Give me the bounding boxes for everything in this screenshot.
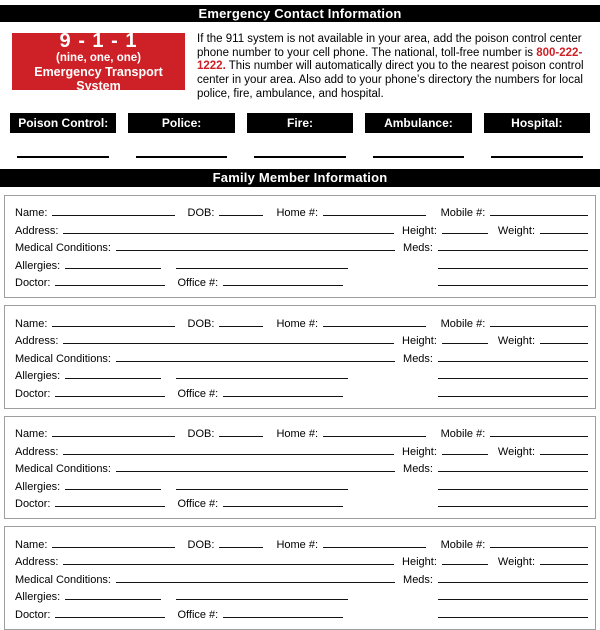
weight-field-line[interactable] xyxy=(540,233,588,234)
doctor-field-label: Doctor: xyxy=(15,277,51,290)
mobile-phone-field-line[interactable] xyxy=(490,326,588,327)
allergies-field-line[interactable] xyxy=(65,489,161,490)
medical-conditions-field-line[interactable] xyxy=(116,361,395,362)
top-section xyxy=(12,29,588,102)
member-block xyxy=(4,526,596,630)
name-field-label: Name: xyxy=(15,207,48,220)
weight-field-line[interactable] xyxy=(540,564,588,565)
contact-blank-line[interactable] xyxy=(128,156,234,158)
member-row-address xyxy=(15,440,588,458)
poison-control-phone-number: 800-222-1222. xyxy=(197,46,583,73)
member-row-doctor xyxy=(15,382,588,400)
member-block xyxy=(4,416,596,520)
home-phone-field-label: Home #: xyxy=(276,207,319,220)
height-field-line[interactable] xyxy=(442,564,488,565)
height-field-label: Height: xyxy=(402,445,437,458)
dob-field-line[interactable] xyxy=(219,326,263,327)
doctor-field-label: Doctor: xyxy=(15,387,51,400)
emergency-contacts-row xyxy=(10,113,590,133)
name-field-label: Name: xyxy=(15,538,48,551)
home-phone-field-label: Home #: xyxy=(276,317,319,330)
member-row-medical xyxy=(15,347,588,365)
home-phone-field-line[interactable] xyxy=(323,326,426,327)
allergies-field-label: Allergies: xyxy=(15,480,61,493)
weight-field-line[interactable] xyxy=(540,454,588,455)
911-caption: Emergency Transport System xyxy=(34,64,163,93)
allergies-field-line[interactable] xyxy=(65,268,161,269)
contact-label-box: Poison Control: xyxy=(10,113,116,133)
name-field-line[interactable] xyxy=(52,326,174,327)
office-phone-field-label: Office #: xyxy=(177,608,219,621)
meds-extra-field-line-2[interactable] xyxy=(438,506,588,507)
allergies-extra-field-line[interactable] xyxy=(176,378,348,379)
contact-blank-line[interactable] xyxy=(247,156,353,158)
doctor-field-line[interactable] xyxy=(55,617,165,618)
member-row-address xyxy=(15,219,588,237)
weight-field-label: Weight: xyxy=(497,445,535,458)
office-phone-field-label: Office #: xyxy=(177,498,219,511)
contact-blank-line[interactable] xyxy=(484,156,590,158)
home-phone-field-line[interactable] xyxy=(323,547,426,548)
member-row-doctor xyxy=(15,272,588,290)
911-pronunciation: (nine, one, one) xyxy=(56,51,141,64)
mobile-phone-field-line[interactable] xyxy=(490,436,588,437)
address-field-line[interactable] xyxy=(63,343,394,344)
allergies-field-line[interactable] xyxy=(65,599,161,600)
member-row-medical xyxy=(15,237,588,255)
emergency-contacts-lines xyxy=(10,156,590,158)
contact-label-box: Fire: xyxy=(247,113,353,133)
section-title-emergency-contact: Emergency Contact Information xyxy=(0,5,600,22)
medical-conditions-field-label: Medical Conditions: xyxy=(15,352,111,365)
emergency-form-page xyxy=(0,5,600,630)
height-field-line[interactable] xyxy=(442,454,488,455)
doctor-field-label: Doctor: xyxy=(15,498,51,511)
member-row-allergies xyxy=(15,254,588,272)
mobile-phone-field-label: Mobile #: xyxy=(440,538,486,551)
office-phone-field-line[interactable] xyxy=(223,617,343,618)
911-number: 9 - 1 - 1 xyxy=(59,29,138,52)
instructions-text-after: This number will automatically direct you to the nearest poison control center in your area. Also add to your phone’s directory the numbers for local police, fire, ambulance, and hospital. xyxy=(197,60,584,100)
member-row-allergies xyxy=(15,365,588,383)
dob-field-label: DOB: xyxy=(187,428,215,441)
name-field-line[interactable] xyxy=(52,547,174,548)
doctor-field-line[interactable] xyxy=(55,506,165,507)
family-members xyxy=(4,195,596,630)
instructions-text-before: If the 911 system is not available in your area, add the poison control center phone number to your cell phone. The national, toll-free number is xyxy=(197,33,582,59)
office-phone-field-line[interactable] xyxy=(223,285,343,286)
address-field-label: Address: xyxy=(15,224,59,237)
meds-field-line[interactable] xyxy=(438,361,588,362)
member-row-name xyxy=(15,423,588,441)
height-field-label: Height: xyxy=(402,224,437,237)
dob-field-label: DOB: xyxy=(187,207,215,220)
height-field-label: Height: xyxy=(402,556,437,569)
meds-extra-field-line-2[interactable] xyxy=(438,396,588,397)
meds-extra-field-line-1[interactable] xyxy=(438,599,588,600)
medical-conditions-field-line[interactable] xyxy=(116,250,395,251)
doctor-field-label: Doctor: xyxy=(15,608,51,621)
meds-extra-field-line-2[interactable] xyxy=(438,285,588,286)
address-field-line[interactable] xyxy=(63,233,394,234)
allergies-field-label: Allergies: xyxy=(15,259,61,272)
medical-conditions-field-label: Medical Conditions: xyxy=(15,573,111,586)
meds-field-line[interactable] xyxy=(438,471,588,472)
911-callout-box xyxy=(12,29,185,93)
medical-conditions-field-label: Medical Conditions: xyxy=(15,242,111,255)
dob-field-label: DOB: xyxy=(187,317,215,330)
meds-field-label: Meds: xyxy=(403,573,433,586)
address-field-label: Address: xyxy=(15,556,59,569)
member-row-name xyxy=(15,312,588,330)
poison-control-instructions xyxy=(197,33,588,102)
meds-field-label: Meds: xyxy=(403,352,433,365)
height-field-line[interactable] xyxy=(442,343,488,344)
member-row-doctor xyxy=(15,603,588,621)
mobile-phone-field-label: Mobile #: xyxy=(440,317,486,330)
medical-conditions-field-line[interactable] xyxy=(116,582,395,583)
home-phone-field-label: Home #: xyxy=(276,428,319,441)
home-phone-field-label: Home #: xyxy=(276,538,319,551)
allergies-extra-field-line[interactable] xyxy=(176,268,348,269)
weight-field-label: Weight: xyxy=(497,224,535,237)
member-row-allergies xyxy=(15,475,588,493)
address-field-label: Address: xyxy=(15,335,59,348)
member-row-address xyxy=(15,551,588,569)
member-row-medical xyxy=(15,568,588,586)
contact-blank-line[interactable] xyxy=(365,156,471,158)
mobile-phone-field-line[interactable] xyxy=(490,547,588,548)
contact-label-box: Hospital: xyxy=(484,113,590,133)
address-field-line[interactable] xyxy=(63,564,394,565)
doctor-field-line[interactable] xyxy=(55,285,165,286)
allergies-field-line[interactable] xyxy=(65,378,161,379)
weight-field-line[interactable] xyxy=(540,343,588,344)
meds-extra-field-line-1[interactable] xyxy=(438,489,588,490)
member-row-doctor xyxy=(15,493,588,511)
name-field-line[interactable] xyxy=(52,436,174,437)
meds-field-line[interactable] xyxy=(438,250,588,251)
name-field-label: Name: xyxy=(15,428,48,441)
member-block xyxy=(4,195,596,299)
allergies-extra-field-line[interactable] xyxy=(176,599,348,600)
meds-extra-field-line-1[interactable] xyxy=(438,268,588,269)
allergies-field-label: Allergies: xyxy=(15,370,61,383)
weight-field-label: Weight: xyxy=(497,335,535,348)
member-row-address xyxy=(15,330,588,348)
dob-field-line[interactable] xyxy=(219,215,263,216)
contact-blank-line[interactable] xyxy=(10,156,116,158)
medical-conditions-field-line[interactable] xyxy=(116,471,395,472)
member-row-allergies xyxy=(15,586,588,604)
contact-label-box: Ambulance: xyxy=(365,113,471,133)
mobile-phone-field-line[interactable] xyxy=(490,215,588,216)
dob-field-line[interactable] xyxy=(219,547,263,548)
allergies-extra-field-line[interactable] xyxy=(176,489,348,490)
member-row-name xyxy=(15,202,588,220)
name-field-line[interactable] xyxy=(52,215,174,216)
office-phone-field-line[interactable] xyxy=(223,506,343,507)
dob-field-line[interactable] xyxy=(219,436,263,437)
mobile-phone-field-label: Mobile #: xyxy=(440,428,486,441)
meds-extra-field-line-2[interactable] xyxy=(438,617,588,618)
allergies-field-label: Allergies: xyxy=(15,591,61,604)
meds-extra-field-line-1[interactable] xyxy=(438,378,588,379)
home-phone-field-line[interactable] xyxy=(323,436,426,437)
office-phone-field-label: Office #: xyxy=(177,387,219,400)
office-phone-field-label: Office #: xyxy=(177,277,219,290)
office-phone-field-line[interactable] xyxy=(223,396,343,397)
home-phone-field-line[interactable] xyxy=(323,215,426,216)
height-field-label: Height: xyxy=(402,335,437,348)
address-field-label: Address: xyxy=(15,445,59,458)
member-row-medical xyxy=(15,458,588,476)
member-row-name xyxy=(15,533,588,551)
member-block xyxy=(4,305,596,409)
mobile-phone-field-label: Mobile #: xyxy=(440,207,486,220)
address-field-line[interactable] xyxy=(63,454,394,455)
contact-label-box: Police: xyxy=(128,113,234,133)
name-field-label: Name: xyxy=(15,317,48,330)
meds-field-label: Meds: xyxy=(403,242,433,255)
doctor-field-line[interactable] xyxy=(55,396,165,397)
dob-field-label: DOB: xyxy=(187,538,215,551)
height-field-line[interactable] xyxy=(442,233,488,234)
meds-field-label: Meds: xyxy=(403,463,433,476)
weight-field-label: Weight: xyxy=(497,556,535,569)
section-title-family-member: Family Member Information xyxy=(0,169,600,187)
meds-field-line[interactable] xyxy=(438,582,588,583)
medical-conditions-field-label: Medical Conditions: xyxy=(15,463,111,476)
